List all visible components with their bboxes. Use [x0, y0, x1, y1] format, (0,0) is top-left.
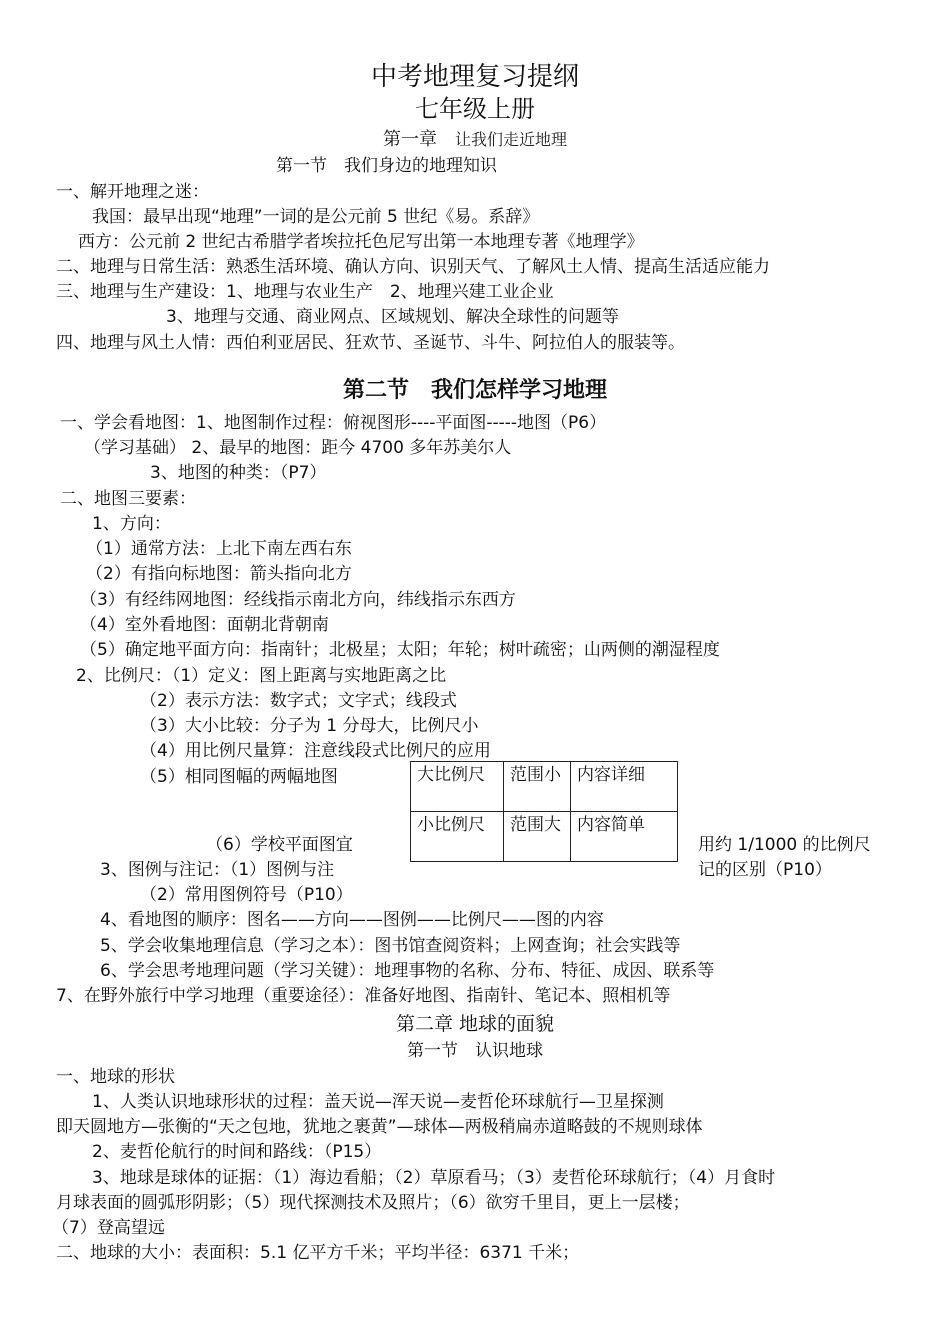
- text-line: 6、学会思考地理问题（学习关键）：地理事物的名称、分布、特征、成因、联系等: [100, 961, 715, 981]
- section-2-heading: 第二节 我们怎样学习地理: [342, 378, 607, 403]
- text-line: （4）室外看地图：面朝北背朝南: [80, 615, 329, 635]
- table-cell: 范围小: [504, 762, 571, 812]
- text-line: 四、地理与风土人情：西伯利亚居民、狂欢节、圣诞节、斗牛、阿拉伯人的服装等。: [56, 333, 685, 353]
- text-line: 1、人类认识地球形状的过程：盖天说—浑天说—麦哲伦环球航行—卫星探测: [92, 1092, 664, 1112]
- text-line: 记的区别（P10）: [698, 860, 832, 880]
- text-line: （2）有指向标地图：箭头指向北方: [86, 564, 352, 584]
- text-line: 3、地理与交通、商业网点、区域规划、解决全球性的问题等: [166, 307, 619, 327]
- text-line: 5、学会收集地理信息（学习之本）：图书馆查阅资料；上网查询；社会实践等: [100, 936, 681, 956]
- text-line: （3）大小比较：分子为 1 分母大，比例尺小: [140, 716, 479, 736]
- text-line: （5）相同图幅的两幅地图: [140, 767, 338, 787]
- text-line: 二、地图三要素：: [60, 489, 196, 509]
- text-line: （2）表示方法：数字式；文字式；线段式: [140, 691, 457, 711]
- text-line: 用约 1/1000 的比例尺: [698, 835, 871, 855]
- text-line: （7）登高望远: [52, 1218, 165, 1238]
- text-line: 西方：公元前 2 世纪古希腊学者埃拉托色尼写出第一本地理专著《地理学》: [78, 232, 644, 252]
- text-line: （1）通常方法：上北下南左西右东: [86, 539, 352, 559]
- text-line: 即天圆地方—张衡的“天之包地，犹地之裹黄”—球体—两极稍扁赤道略鼓的不规则球体: [56, 1117, 703, 1137]
- chapter-2-heading: 第二章 地球的面貌: [395, 1013, 555, 1035]
- text-line: 月球表面的圆弧形阴影；（5）现代探测技术及照片；（6）欲穷千里目，更上一层楼；: [56, 1193, 690, 1213]
- text-line: 7、在野外旅行中学习地理（重要途径）：准备好地图、指南针、笔记本、照相机等: [56, 986, 671, 1006]
- text-line: （6）学校平面图宜: [206, 835, 353, 855]
- text-line: 3、图例与注记：（1）图例与注: [100, 860, 335, 880]
- section-1-heading: 第一节 我们身边的地理知识: [276, 156, 497, 176]
- text-line: 二、地理与日常生活：熟悉生活环境、确认方向、识别天气、了解风土人情、提高生活适应能力: [56, 257, 770, 277]
- text-line: 2、麦哲伦航行的时间和路线：（P15）: [92, 1142, 382, 1162]
- text-line: （2）常用图例符号（P10）: [140, 885, 353, 905]
- chapter-1-name: 让我们走近地理: [454, 130, 567, 149]
- text-line: 二、地球的大小：表面积：5.1 亿平方千米；平均半径：6371 千米；: [56, 1243, 580, 1263]
- text-line: 一、学会看地图：1、地图制作过程：俯视图形----平面图-----地图（P6）: [60, 413, 607, 433]
- table-cell: 内容详细: [571, 762, 678, 812]
- table-cell: 大比例尺: [411, 762, 504, 812]
- table-cell: 小比例尺: [411, 812, 504, 862]
- scale-comparison-table: [410, 761, 678, 862]
- document-title: 中考地理复习提纲: [370, 62, 579, 92]
- chapter-2-section-1-heading: 第一节 认识地球: [407, 1041, 543, 1061]
- table-cell: 内容简单: [571, 812, 678, 862]
- text-line: （学习基础） 2、最早的地图：距今 4700 多年苏美尔人: [84, 438, 512, 458]
- chapter-1-number: 第一章: [382, 129, 437, 150]
- text-line: （4）用比例尺量算：注意线段式比例尺的应用: [140, 741, 491, 761]
- table-row: [411, 762, 678, 812]
- text-line: 一、解开地理之迷：: [56, 182, 209, 202]
- text-line: 2、比例尺：（1）定义：图上距离与实地距离之比: [76, 666, 447, 686]
- text-line: 3、地球是球体的证据：（1）海边看船；（2）草原看马；（3）麦哲伦环球航行；（4）月食时: [92, 1168, 776, 1188]
- text-line: 一、地球的形状: [56, 1067, 175, 1087]
- table-row: [411, 812, 678, 862]
- text-line: 我国：最早出现“地理”一词的是公元前 5 世纪《易。系辞》: [92, 207, 540, 227]
- text-line: 3、地图的种类：（P7）: [150, 463, 327, 483]
- text-line: 4、看地图的顺序：图名——方向——图例——比例尺——图的内容: [100, 910, 604, 930]
- table-cell: 范围大: [504, 812, 571, 862]
- document-subtitle: 七年级上册: [415, 95, 535, 123]
- text-line: 1、方向：: [92, 514, 171, 534]
- text-line: （5）确定地平面方向：指南针；北极星；太阳；年轮；树叶疏密；山两侧的潮湿程度: [80, 640, 720, 660]
- text-line: 三、地理与生产建设：1、地理与农业生产 2、地理兴建工业企业: [56, 282, 554, 302]
- text-line: （3）有经纬网地图：经线指示南北方向，纬线指示东西方: [80, 590, 516, 610]
- chapter-1-heading: [0, 128, 950, 152]
